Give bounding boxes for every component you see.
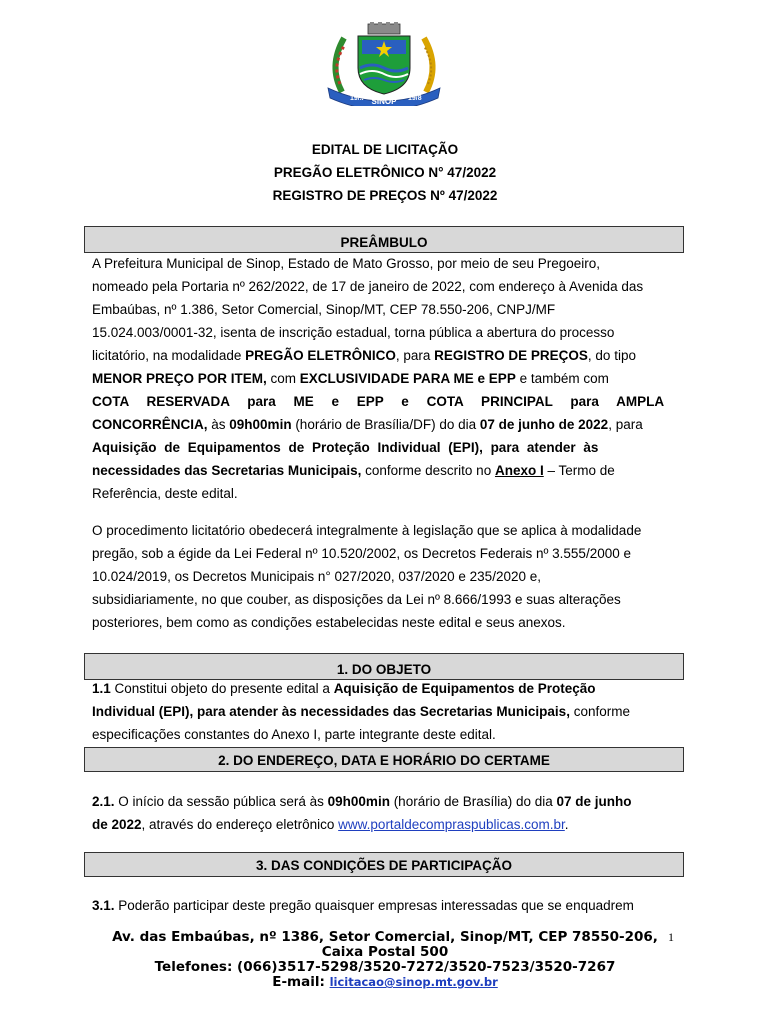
text-line: licitatório, na modalidade PREGÃO ELETRÔNICO, para REGISTRO DE PREÇOS, do tipo [92, 348, 636, 363]
text-line: pregão, sob a égide da Lei Federal nº 10.520/2002, os Decretos Federais nº 3.555/2000 e [92, 546, 631, 561]
section-3-paragraph [92, 894, 678, 917]
text-line: O procedimento licitatório obedecerá integralmente à legislação que se aplica à modalidade [92, 523, 642, 538]
title-line-registro: REGISTRO DE PREÇOS Nº 47/2022 [272, 188, 498, 203]
section-heading-endereco: 2. DO ENDEREÇO, DATA E HORÁRIO DO CERTAME [84, 747, 684, 772]
preambulo-paragraph-1 [92, 252, 678, 505]
seal-ribbon-right: 19/8 [408, 95, 422, 102]
text-line: A Prefeitura Municipal de Sinop, Estado de Mato Grosso, por meio de seu Pregoeiro, [92, 256, 601, 271]
footer-email-label: E-mail: [272, 974, 330, 990]
text-line: nomeado pela Portaria nº 262/2022, de 17 de janeiro de 2022, com endereço à Avenida das [92, 279, 644, 294]
title-line-edital: EDITAL DE LICITAÇÃO [311, 142, 459, 157]
text-line: COTA RESERVADA para ME e EPP e COTA PRINCIPAL para AMPLA [92, 394, 665, 409]
text-line: Embaúbas, nº 1.386, Setor Comercial, Sinop/MT, CEP 78.550-206, CNPJ/MF [92, 302, 556, 317]
text-line: necessidades das Secretarias Municipais, conforme descrito no Anexo I – Termo de [92, 463, 615, 478]
text-line: de 2022, através do endereço eletrônico www.portaldecompraspublicas.com.br. [92, 817, 569, 832]
text-line: CONCORRÊNCIA, às 09h00min (horário de Brasília/DF) do dia 07 de junho de 2022, para [92, 417, 643, 432]
text-line: 15.024.003/0001-32, isenta de inscrição estadual, torna pública a abertura do processo [92, 325, 615, 340]
title-line-pregao: PREGÃO ELETRÔNICO N° 47/2022 [273, 165, 497, 180]
section-heading-condicoes: 3. DAS CONDIÇÕES DE PARTICIPAÇÃO [84, 852, 684, 877]
text-line: 2.1. O início da sessão pública será às 09h00min (horário de Brasília) do dia 07 de junho [92, 794, 632, 809]
portal-compras-link[interactable]: www.portaldecompraspublicas.com.br [338, 817, 565, 832]
text-line: MENOR PREÇO POR ITEM, com EXCLUSIVIDADE PARA ME e EPP e também com [92, 371, 609, 386]
section-1-paragraph [92, 677, 678, 746]
seal-ribbon-center: SINOP [371, 97, 397, 106]
page-number: 1 [668, 930, 674, 944]
text-line: 3.1. Poderão participar deste pregão quaisquer empresas interessadas que se enquadrem [92, 898, 634, 913]
seal-ribbon-left: 19/.. [350, 95, 364, 102]
text-line: Referência, deste edital. [92, 486, 238, 501]
text-line: 1.1 Constitui objeto do presente edital a Aquisição de Equipamentos de Proteção [92, 681, 596, 696]
preambulo-paragraph-2 [92, 519, 678, 634]
text-line: Aquisição de Equipamentos de Proteção Individual (EPI), para atender às [92, 440, 599, 455]
document-title [0, 138, 770, 207]
text-line: 10.024/2019, os Decretos Municipais n° 027/2020, 037/2020 e 235/2020 e, [92, 569, 541, 584]
municipal-seal-logo [322, 22, 446, 106]
footer-email-line [60, 975, 710, 990]
footer-phones: Telefones: (066)3517-5298/3520-7272/3520-7523/3520-7267 [154, 959, 616, 975]
footer-postal-box: Caixa Postal 500 [321, 944, 449, 960]
page-footer [60, 930, 710, 990]
footer-email-link[interactable]: licitacao@sinop.mt.gov.br [329, 975, 498, 989]
section-heading-preambulo: PREÂMBULO [84, 226, 684, 253]
text-line: posteriores, bem como as condições estabelecidas neste edital e seus anexos. [92, 615, 566, 630]
footer-address: Av. das Embaúbas, nº 1386, Setor Comercial, Sinop/MT, CEP 78550-206, [112, 929, 658, 945]
text-line: Individual (EPI), para atender às necessidades das Secretarias Municipais, conforme [92, 704, 630, 719]
section-2-paragraph [92, 790, 678, 836]
text-line: subsidiariamente, no que couber, as disposições da Lei nº 8.666/1993 e suas alterações [92, 592, 621, 607]
section-heading-objeto: 1. DO OBJETO [84, 653, 684, 680]
anexo-reference: Anexo I [494, 463, 544, 478]
text-line: especificações constantes do Anexo I, parte integrante deste edital. [92, 727, 496, 742]
